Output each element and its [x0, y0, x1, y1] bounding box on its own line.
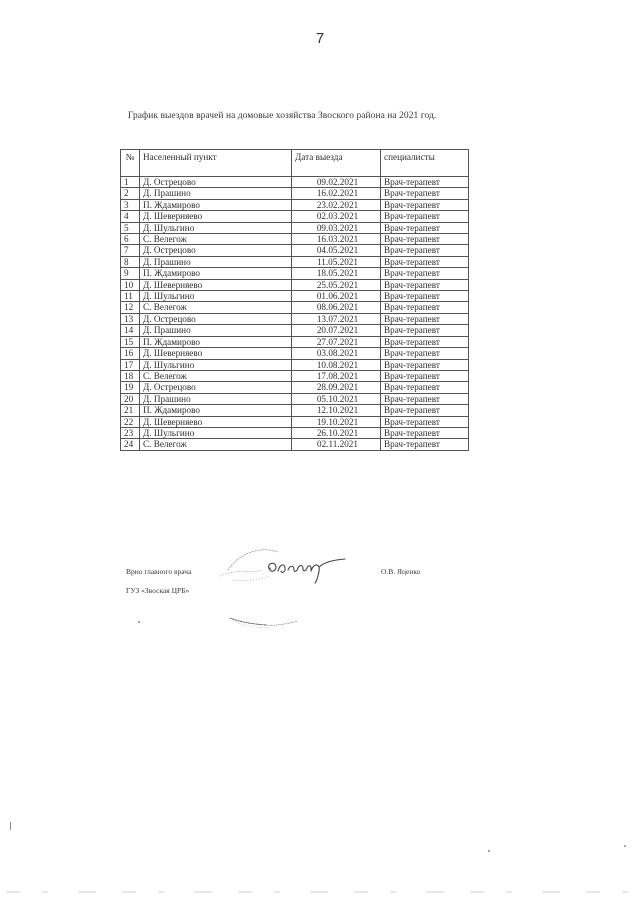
- row-settlement: Д. Шульгино: [140, 291, 292, 302]
- scan-speck: [624, 845, 626, 847]
- row-settlement: П. Ждамирово: [140, 336, 292, 347]
- document-title: График выездов врачей на домовые хозяйства Звоского района на 2021 год.: [128, 111, 437, 121]
- table-row: [121, 268, 469, 279]
- handwritten-signature: [210, 540, 350, 590]
- row-specialist: Врач-терапевт: [381, 222, 469, 233]
- table-row: [121, 336, 469, 347]
- row-visit-date: 26.10.2021: [292, 427, 381, 438]
- scan-speck: [488, 850, 490, 852]
- row-specialist: Врач-терапевт: [381, 188, 469, 199]
- table-row: [121, 256, 469, 267]
- row-settlement: Д. Острецово: [140, 313, 292, 324]
- row-visit-date: 12.10.2021: [292, 405, 381, 416]
- table-row: [121, 211, 469, 222]
- row-visit-date: 02.03.2021: [292, 211, 381, 222]
- row-settlement: С. Велегож: [140, 439, 292, 450]
- row-specialist: Врач-терапевт: [381, 313, 469, 324]
- row-specialist: Врач-терапевт: [381, 382, 469, 393]
- row-number: 12: [121, 302, 140, 313]
- row-number: 22: [121, 416, 140, 427]
- row-specialist: Врач-терапевт: [381, 405, 469, 416]
- row-number: 6: [121, 234, 140, 245]
- row-specialist: Врач-терапевт: [381, 393, 469, 404]
- header-place: Населенный пункт: [140, 150, 292, 177]
- row-settlement: С. Велегож: [140, 234, 292, 245]
- row-settlement: С. Велегож: [140, 370, 292, 381]
- table-row: [121, 222, 469, 233]
- row-specialist: Врач-терапевт: [381, 245, 469, 256]
- row-specialist: Врач-терапевт: [381, 325, 469, 336]
- table-row: [121, 199, 469, 210]
- row-settlement: Д. Острецово: [140, 382, 292, 393]
- row-settlement: Д. Прашино: [140, 256, 292, 267]
- row-specialist: Врач-терапевт: [381, 348, 469, 359]
- row-visit-date: 23.02.2021: [292, 199, 381, 210]
- row-number: 16: [121, 348, 140, 359]
- row-settlement: Д. Прашино: [140, 188, 292, 199]
- scan-edge-artifact: [0, 890, 640, 894]
- scan-speck: [10, 822, 11, 830]
- row-number: 13: [121, 313, 140, 324]
- signatory-organization: ГУЗ «Звоская ЦРБ»: [126, 586, 190, 595]
- row-number: 3: [121, 199, 140, 210]
- row-visit-date: 10.08.2021: [292, 359, 381, 370]
- row-specialist: Врач-терапевт: [381, 439, 469, 450]
- table-row: [121, 416, 469, 427]
- row-number: 20: [121, 393, 140, 404]
- row-number: 23: [121, 427, 140, 438]
- row-settlement: Д. Прашино: [140, 325, 292, 336]
- row-number: 15: [121, 336, 140, 347]
- table-row: [121, 302, 469, 313]
- schedule-table: [120, 149, 469, 451]
- row-specialist: Врач-терапевт: [381, 256, 469, 267]
- table-row: [121, 370, 469, 381]
- signatory-role: Врио главного врача: [126, 567, 192, 576]
- table-row: [121, 279, 469, 290]
- row-visit-date: 09.02.2021: [292, 177, 381, 188]
- row-visit-date: 03.08.2021: [292, 348, 381, 359]
- row-visit-date: 28.09.2021: [292, 382, 381, 393]
- table-header-row: [121, 150, 469, 177]
- row-settlement: Д. Шульгино: [140, 427, 292, 438]
- table-row: [121, 234, 469, 245]
- row-number: 2: [121, 188, 140, 199]
- row-number: 4: [121, 211, 140, 222]
- row-specialist: Врач-терапевт: [381, 370, 469, 381]
- row-specialist: Врач-терапевт: [381, 416, 469, 427]
- row-specialist: Врач-терапевт: [381, 211, 469, 222]
- row-visit-date: 02.11.2021: [292, 439, 381, 450]
- stamp-mark: [228, 612, 303, 639]
- row-visit-date: 11.05.2021: [292, 256, 381, 267]
- row-settlement: П. Ждамирово: [140, 405, 292, 416]
- row-visit-date: 27.07.2021: [292, 336, 381, 347]
- scan-speck: [138, 621, 140, 623]
- row-settlement: Д. Шеверняево: [140, 416, 292, 427]
- row-number: 14: [121, 325, 140, 336]
- row-visit-date: 01.06.2021: [292, 291, 381, 302]
- row-settlement: П. Ждамирово: [140, 268, 292, 279]
- row-visit-date: 09.03.2021: [292, 222, 381, 233]
- row-settlement: Д. Шульгино: [140, 222, 292, 233]
- table-row: [121, 177, 469, 188]
- row-settlement: Д. Острецово: [140, 245, 292, 256]
- table-row: [121, 405, 469, 416]
- signatory-name: О.В. Яценко: [381, 567, 421, 576]
- page-number: 7: [315, 30, 325, 47]
- table-row: [121, 348, 469, 359]
- row-settlement: Д. Шеверняево: [140, 279, 292, 290]
- row-number: 5: [121, 222, 140, 233]
- table-body: [121, 177, 469, 451]
- row-specialist: Врач-терапевт: [381, 234, 469, 245]
- row-number: 19: [121, 382, 140, 393]
- table-row: [121, 313, 469, 324]
- row-settlement: П. Ждамирово: [140, 199, 292, 210]
- row-visit-date: 16.03.2021: [292, 234, 381, 245]
- row-visit-date: 19.10.2021: [292, 416, 381, 427]
- row-specialist: Врач-терапевт: [381, 268, 469, 279]
- header-num: №: [121, 150, 140, 177]
- row-number: 24: [121, 439, 140, 450]
- table-row: [121, 359, 469, 370]
- row-specialist: Врач-терапевт: [381, 359, 469, 370]
- row-visit-date: 20.07.2021: [292, 325, 381, 336]
- row-number: 8: [121, 256, 140, 267]
- row-visit-date: 18.05.2021: [292, 268, 381, 279]
- row-settlement: С. Велегож: [140, 302, 292, 313]
- row-specialist: Врач-терапевт: [381, 177, 469, 188]
- header-date: Дата выезда: [292, 150, 381, 177]
- row-visit-date: 16.02.2021: [292, 188, 381, 199]
- table-row: [121, 188, 469, 199]
- row-specialist: Врач-терапевт: [381, 291, 469, 302]
- row-specialist: Врач-терапевт: [381, 279, 469, 290]
- row-specialist: Врач-терапевт: [381, 427, 469, 438]
- table-row: [121, 382, 469, 393]
- row-number: 11: [121, 291, 140, 302]
- row-visit-date: 13.07.2021: [292, 313, 381, 324]
- row-visit-date: 04.05.2021: [292, 245, 381, 256]
- row-number: 7: [121, 245, 140, 256]
- table-row: [121, 439, 469, 450]
- row-settlement: Д. Шеверняево: [140, 211, 292, 222]
- row-visit-date: 08.06.2021: [292, 302, 381, 313]
- table-row: [121, 291, 469, 302]
- row-specialist: Врач-терапевт: [381, 302, 469, 313]
- row-number: 10: [121, 279, 140, 290]
- header-spec: специалисты: [381, 150, 469, 177]
- table-row: [121, 427, 469, 438]
- table-row: [121, 245, 469, 256]
- row-settlement: Д. Шеверняево: [140, 348, 292, 359]
- table-row: [121, 325, 469, 336]
- row-settlement: Д. Шульгино: [140, 359, 292, 370]
- table-row: [121, 393, 469, 404]
- row-visit-date: 17.08.2021: [292, 370, 381, 381]
- row-visit-date: 05.10.2021: [292, 393, 381, 404]
- row-settlement: Д. Прашино: [140, 393, 292, 404]
- row-number: 9: [121, 268, 140, 279]
- row-settlement: Д. Острецово: [140, 177, 292, 188]
- row-number: 17: [121, 359, 140, 370]
- row-visit-date: 25.05.2021: [292, 279, 381, 290]
- row-number: 18: [121, 370, 140, 381]
- row-specialist: Врач-терапевт: [381, 199, 469, 210]
- row-number: 1: [121, 177, 140, 188]
- row-number: 21: [121, 405, 140, 416]
- row-specialist: Врач-терапевт: [381, 336, 469, 347]
